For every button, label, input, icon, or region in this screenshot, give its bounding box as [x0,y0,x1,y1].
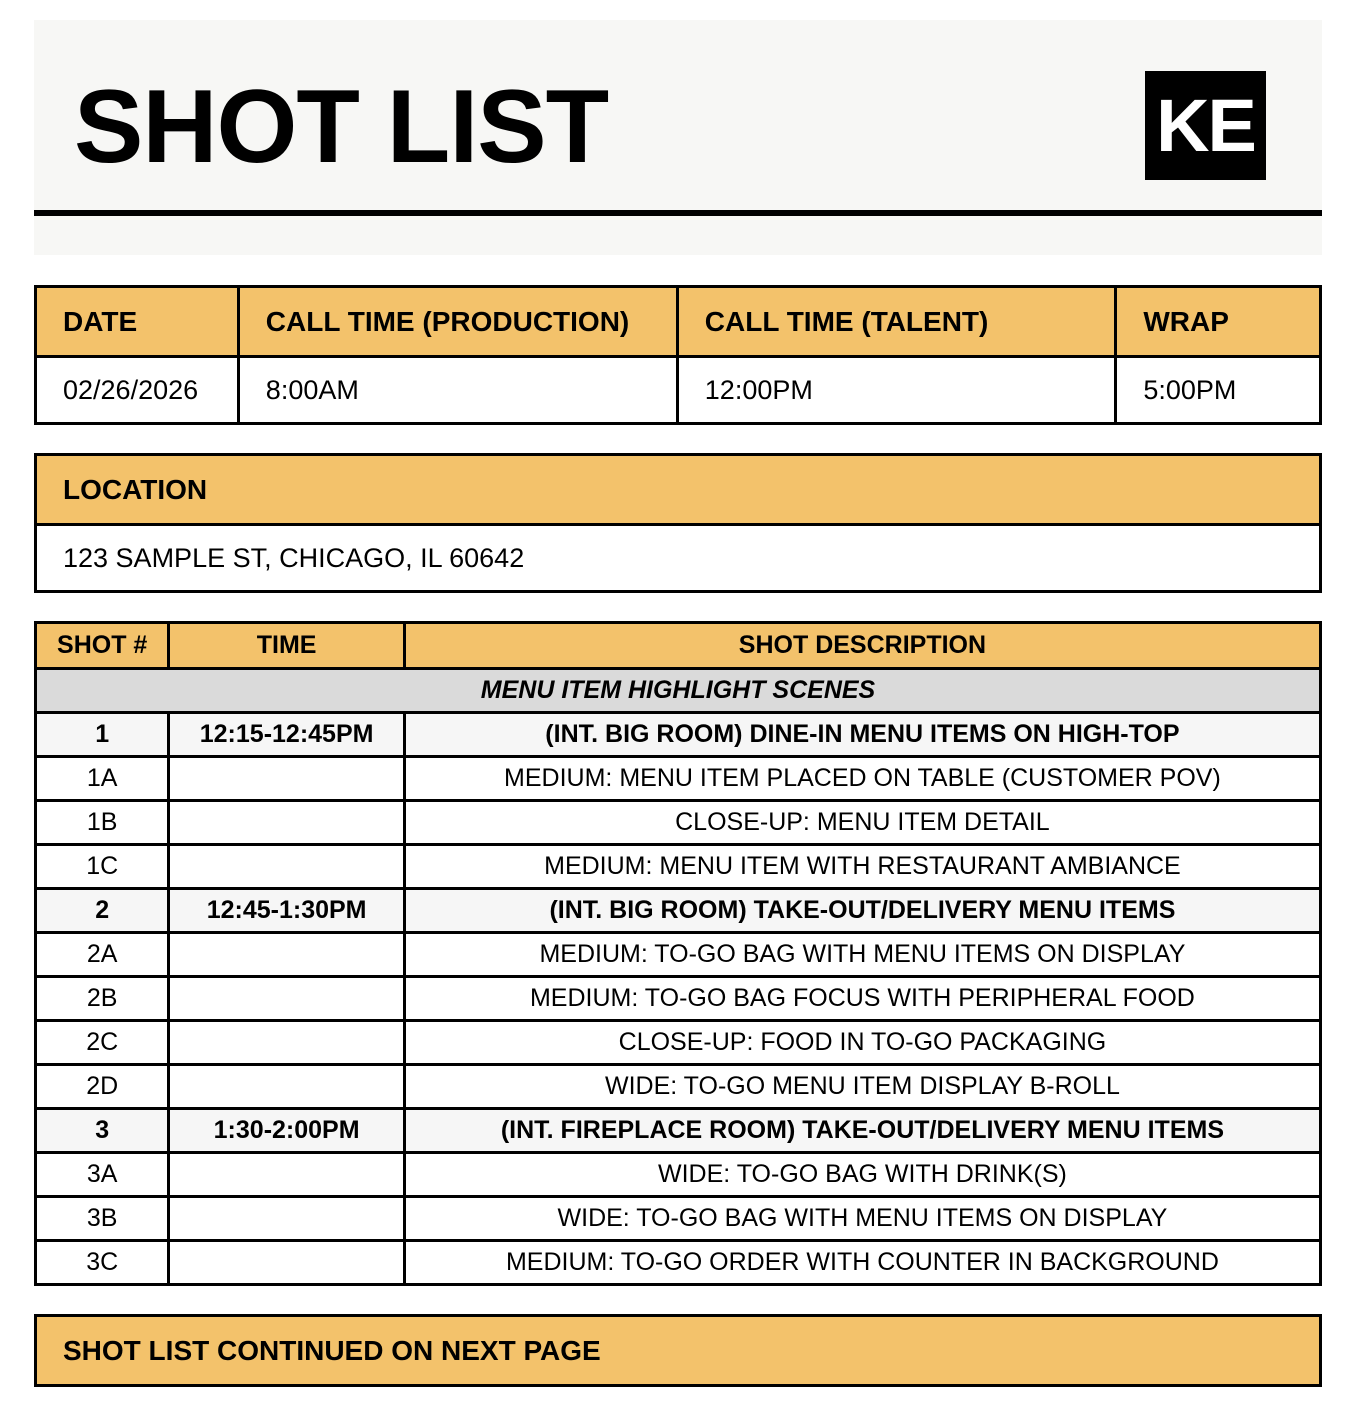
shot-description-header: SHOT DESCRIPTION [404,623,1320,669]
location-header-row [36,455,1321,525]
location-value-row [36,525,1321,592]
shot-number-cell: 3A [36,1153,169,1197]
shot-group-row [36,713,1321,757]
schedule-header-row [36,287,1321,357]
shot-group-row [36,1109,1321,1153]
ke-logo: KE [1145,71,1266,180]
shot-row [36,1241,1321,1285]
shot-description-cell: WIDE: TO-GO MENU ITEM DISPLAY B-ROLL [404,1065,1320,1109]
shot-number-cell: 3C [36,1241,169,1285]
shot-number-cell: 2D [36,1065,169,1109]
section-title: MENU ITEM HIGHLIGHT SCENES [36,669,1321,713]
shot-number-cell: 1C [36,845,169,889]
shot-group-row [36,889,1321,933]
shot-description-cell: MEDIUM: TO-GO BAG FOCUS WITH PERIPHERAL FOOD [404,977,1320,1021]
date-header: DATE [36,287,239,357]
shot-description-cell: MEDIUM: TO-GO ORDER WITH COUNTER IN BACKGROUND [404,1241,1320,1285]
time-header: TIME [169,623,405,669]
shot-time-cell [169,977,405,1021]
shot-row [36,977,1321,1021]
shot-row [36,1065,1321,1109]
schedule-info-table [34,285,1322,425]
shot-row [36,801,1321,845]
shot-description-cell: MEDIUM: MENU ITEM PLACED ON TABLE (CUSTOMER POV) [404,757,1320,801]
shot-number-cell: 3B [36,1197,169,1241]
shot-time-cell [169,1065,405,1109]
shot-time-cell [169,1241,405,1285]
shot-number-cell: 2C [36,1021,169,1065]
call-time-production-header: CALL TIME (PRODUCTION) [238,287,677,357]
shot-row [36,1197,1321,1241]
shot-time-cell: 12:15-12:45PM [169,713,405,757]
shot-description-cell: CLOSE-UP: MENU ITEM DETAIL [404,801,1320,845]
shot-number-cell: 2A [36,933,169,977]
shot-time-cell [169,1021,405,1065]
shot-description-cell: CLOSE-UP: FOOD IN TO-GO PACKAGING [404,1021,1320,1065]
shot-number-cell: 3 [36,1109,169,1153]
shot-number-cell: 2 [36,889,169,933]
call-time-talent-header: CALL TIME (TALENT) [677,287,1116,357]
shot-description-cell: MEDIUM: TO-GO BAG WITH MENU ITEMS ON DISPLAY [404,933,1320,977]
shot-row [36,757,1321,801]
location-label: LOCATION [36,455,1321,525]
shot-time-cell [169,845,405,889]
shot-description-cell: (INT. FIREPLACE ROOM) TAKE-OUT/DELIVERY MENU ITEMS [404,1109,1320,1153]
document-header [34,20,1322,255]
shot-number-cell: 1 [36,713,169,757]
date-value: 02/26/2026 [36,357,239,424]
shot-time-cell [169,801,405,845]
shot-time-cell [169,1197,405,1241]
shot-time-cell: 1:30-2:00PM [169,1109,405,1153]
shot-row [36,1021,1321,1065]
page-title: SHOT LIST [74,69,609,185]
shot-description-cell: WIDE: TO-GO BAG WITH MENU ITEMS ON DISPLAY [404,1197,1320,1241]
call-time-production-value: 8:00AM [238,357,677,424]
continued-banner: SHOT LIST CONTINUED ON NEXT PAGE [34,1314,1322,1387]
shot-row [36,1153,1321,1197]
shot-time-cell [169,757,405,801]
shot-description-cell: (INT. BIG ROOM) TAKE-OUT/DELIVERY MENU ITEMS [404,889,1320,933]
location-value: 123 SAMPLE ST, CHICAGO, IL 60642 [36,525,1321,592]
shot-description-cell: WIDE: TO-GO BAG WITH DRINK(S) [404,1153,1320,1197]
shot-description-cell: MEDIUM: MENU ITEM WITH RESTAURANT AMBIANCE [404,845,1320,889]
location-table [34,453,1322,593]
shot-time-cell: 12:45-1:30PM [169,889,405,933]
schedule-value-row [36,357,1321,424]
shot-description-cell: (INT. BIG ROOM) DINE-IN MENU ITEMS ON HIGH-TOP [404,713,1320,757]
shot-number-cell: 1A [36,757,169,801]
shot-number-header: SHOT # [36,623,169,669]
wrap-header: WRAP [1116,287,1321,357]
shot-number-cell: 1B [36,801,169,845]
wrap-value: 5:00PM [1116,357,1321,424]
shot-row [36,933,1321,977]
shot-number-cell: 2B [36,977,169,1021]
shots-table [34,621,1322,1286]
shot-row [36,845,1321,889]
shot-time-cell [169,1153,405,1197]
shots-header-row [36,623,1321,669]
section-row [36,669,1321,713]
call-time-talent-value: 12:00PM [677,357,1116,424]
header-divider [34,210,1322,216]
shot-time-cell [169,933,405,977]
